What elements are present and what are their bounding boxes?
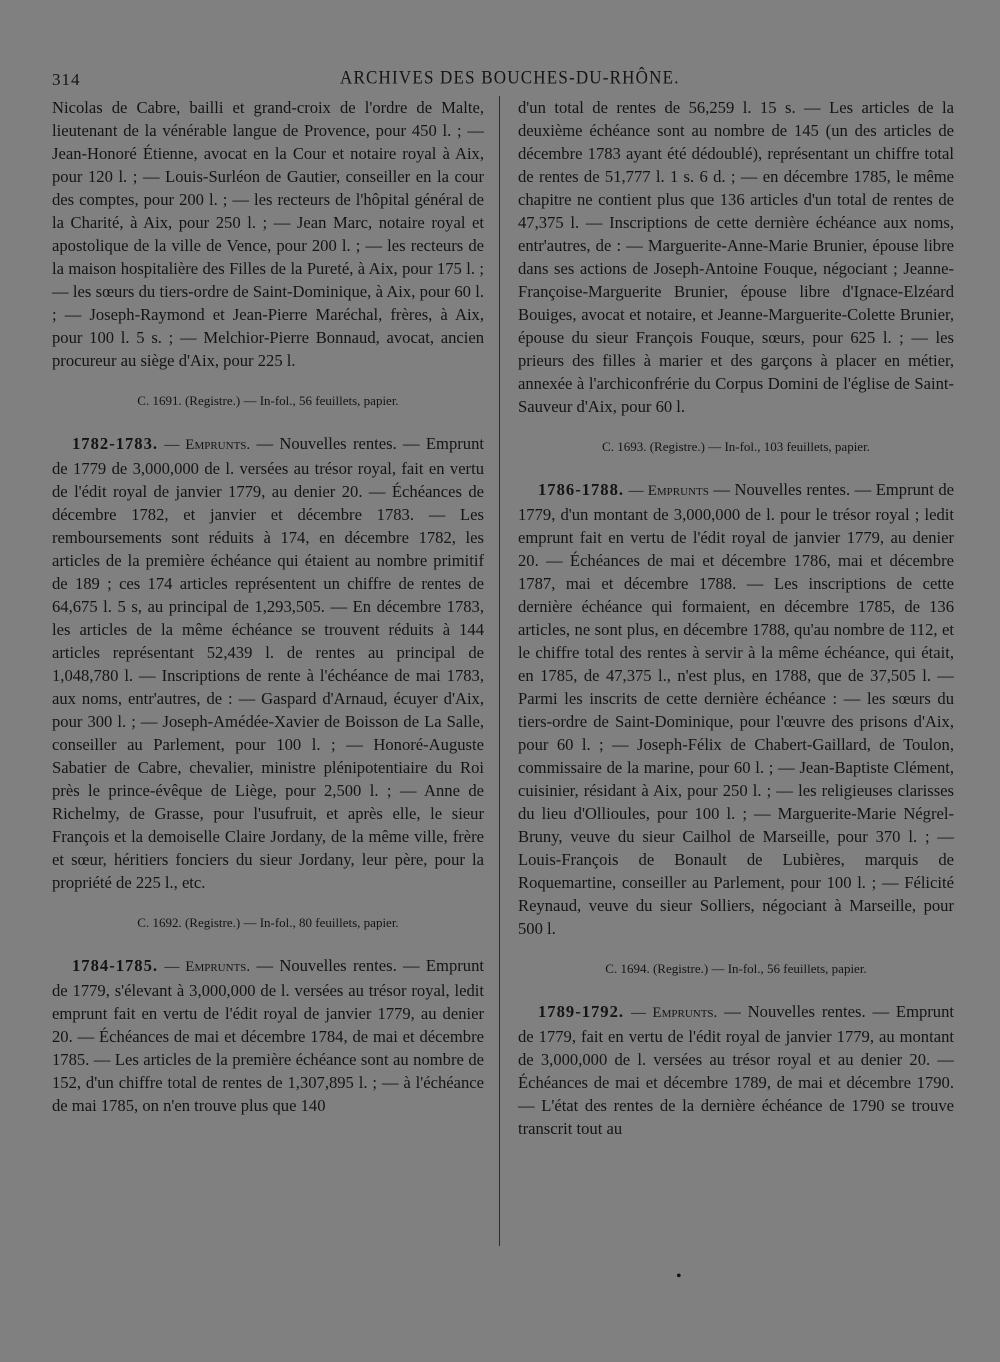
entry-category: — Emprunts. xyxy=(164,959,251,975)
running-title: ARCHIVES DES BOUCHES-DU-RHÔNE. xyxy=(340,67,680,88)
continuation-text: d'un total de rentes de 56,259 l. 15 s. — Les articles de la deuxième échéance sont au nombre de 145 (un des articles de décembre 1783 ayant été dédoublé), représentant un chiffre total de rentes de 51,777 l. 1 s. 6 d. ; — en décembre 1785, le même chapitre ne contient plus que 136 articles d'un total de rentes de 47,375 l. — Inscriptions de cette dernière échéance aux noms, entr'autres, de : — Marguerite-Anne-Marie Brunier, épouse libre dans ses actions de Joseph-Antoine Fouque, négociant ; Jeanne-Françoise-Marguerite Brunier, épouse libre d'Ignace-Elzéard Bouiges, avocat et notaire, et Jeanne-Marguerite-Colette Brunier, épouse du sieur François Fouque, sœurs, pour 625 l. ; — les prieurs des filles à marier et des garçons à placer en métier, annexée à l'archiconfrérie du Corpus Domini de l'église de Saint-Sauveur d'Aix, pour 60 l. xyxy=(518,98,954,416)
continuation-text: Nicolas de Cabre, bailli et grand-croix de l'ordre de Malte, lieutenant de la vénérable langue de Provence, pour 450 l. ; — Jean-Honoré Étienne, avocat en la Cour et notaire royal à Aix, pour 120 l. ; — Louis-Surléon de Gautier, conseiller en la cour des comptes, pour 200 l. ; — les recteurs de l'hôpital général de la Charité, à Aix, pour 250 l. ; — Jean Marc, notaire royal et apostolique de la ville de Vence, pour 200 l. ; — les recteurs de la maison hospitalière des Filles de la Pureté, à Aix, pour 175 l. ; — les sœurs du tiers-ordre de Saint-Dominique, à Aix, pour 60 l. ; — Joseph-Raymond et Jean-Pierre Maréchal, frères, à Aix, pour 100 l. 5 s. ; — Melchior-Pierre Bonnaud, avocat, ancien procureur au siège d'Aix, pour 225 l. xyxy=(52,98,484,370)
left-column xyxy=(52,96,484,1117)
entry-category: — Emprunts. xyxy=(630,1005,718,1021)
register-caption: C. 1693. (Registre.) — In-fol., 103 feuillets, papier. xyxy=(602,439,870,454)
entry-paragraph xyxy=(518,1000,954,1140)
page-end-mark: • xyxy=(676,1268,682,1285)
register-caption: C. 1692. (Registre.) — In-fol., 80 feuillets, papier. xyxy=(137,915,399,930)
register-caption: C. 1694. (Registre.) — In-fol., 56 feuillets, papier. xyxy=(605,961,867,976)
entry-date: 1786-1788. xyxy=(538,480,625,499)
entry-date: 1789-1792. xyxy=(538,1002,625,1021)
entry-date: 1782-1783. xyxy=(72,434,159,453)
column-divider xyxy=(499,96,500,1246)
entry-category: — Emprunts. xyxy=(164,437,251,453)
register-caption: C. 1691. (Registre.) — In-fol., 56 feuillets, papier. xyxy=(137,393,399,408)
entry-text: — Nouvelles rentes. — Emprunt de 1779, s'élevant à 3,000,000 de l. versées au trésor royal, ledit emprunt fait en vertu de l'édit royal de janvier 1779, au denier 20. — Échéances de mai et décembre 1784, de mai et décembre 1785. — Les articles de la première échéance sont au nombre de 152, d'un chiffre total de rentes de 1,307,895 l. ; — à l'échéance de mai 1785, on n'en trouve plus que 140 xyxy=(52,956,484,1115)
entry-paragraph xyxy=(52,954,484,1117)
entry-paragraph xyxy=(518,478,954,940)
entry-text: — Nouvelles rentes. — Emprunt de 1779 de 3,000,000 de l. versées au trésor royal, fait en vertu de l'édit royal de janvier 1779, au denier 20. — Échéances de décembre 1782, et janvier et décembre 1783. — Les remboursements sont réduits à 174, en décembre 1782, les articles de la première échéance qui étaient au nombre primitif de 189 ; ces 174 articles représentent un chiffre de rentes de 64,675 l. 5 s, au principal de 1,293,505. — En décembre 1783, les articles de la même échéance se trouvent réduits à 144 articles représentant 52,439 l. de rentes au principal de 1,048,780 l. — Inscriptions de rente à l'échéance de mai 1783, aux noms, entr'autres, de : — Gaspard d'Arnaud, écuyer d'Aix, pour 300 l. ; — Joseph-Amédée-Xavier de Boisson de La Salle, conseiller au Parlement, pour 100 l. ; — Honoré-Auguste Sabatier de Cabre, chevalier, ministre plénipotentiaire du Roi près le prince-évêque de Liège, pour 2,500 l. ; — Anne de Richelmy, de Grasse, pour l'usufruit, et après elle, le sieur François et la demoiselle Claire Jordany, de la même ville, frère et sœur, héritiers fonciers du sieur Jordany, leur père, pour la propriété de 225 l., etc. xyxy=(52,434,484,892)
entry-text: — Nouvelles rentes. — Emprunt de 1779, fait en vertu de l'édit royal de janvier 1779, au montant de 3,000,000 de l. versées au trésor royal et au denier 20. — Échéances de mai et décembre 1789, de mai et décembre 1790. — L'état des rentes de la dernière échéance de 1790 se trouve transcrit tout au xyxy=(518,1002,955,1138)
right-column xyxy=(518,96,954,1140)
entry-category: — Emprunts xyxy=(628,483,709,499)
page-number: 314 xyxy=(52,70,81,89)
entry-text: — Nouvelles rentes. — Emprunt de 1779, d'un montant de 3,000,000 de l. pour le trésor royal ; ledit emprunt fait en vertu de l'édit royal de janvier 1779, au denier 20. — Échéances de mai et décembre 1786, mai et décembre 1787, mai et décembre 1788. — Les inscriptions de cette dernière échéance qui formaient, en décembre 1785, de 136 articles, ne sont plus, en décembre 1788, qu'au nombre de 112, et le chiffre total des rentes à servir à la même échéance, qui était, en 1785, de 47,375 l., n'est plus, en 1788, que de 37,505 l. — Parmi les inscrits de cette dernière échéance : — les sœurs du tiers-ordre de Saint-Dominique, pour l'œuvre des prisons d'Aix, pour 60 l. ; — Joseph-Félix de Chabert-Gaillard, de Toulon, commissaire de la marine, pour 60 l. ; — Jean-Baptiste Clément, cuisinier, résidant à Aix, pour 250 l. ; — les religieuses clarisses du lieu d'Ollioules, pour 100 l. ; — Marguerite-Marie Négrel-Bruny, veuve du sieur Cailhol de Marseille, pour 370 l. ; — Louis-François de Bonault de Lubières, marquis de Roquemartine, conseiller au Parlement, pour 100 l. ; — Félicité Reynaud, veuve du sieur Solliers, négociant à Marseille, pour 500 l. xyxy=(518,480,954,938)
entry-paragraph xyxy=(52,432,484,894)
entry-date: 1784-1785. xyxy=(72,956,159,975)
